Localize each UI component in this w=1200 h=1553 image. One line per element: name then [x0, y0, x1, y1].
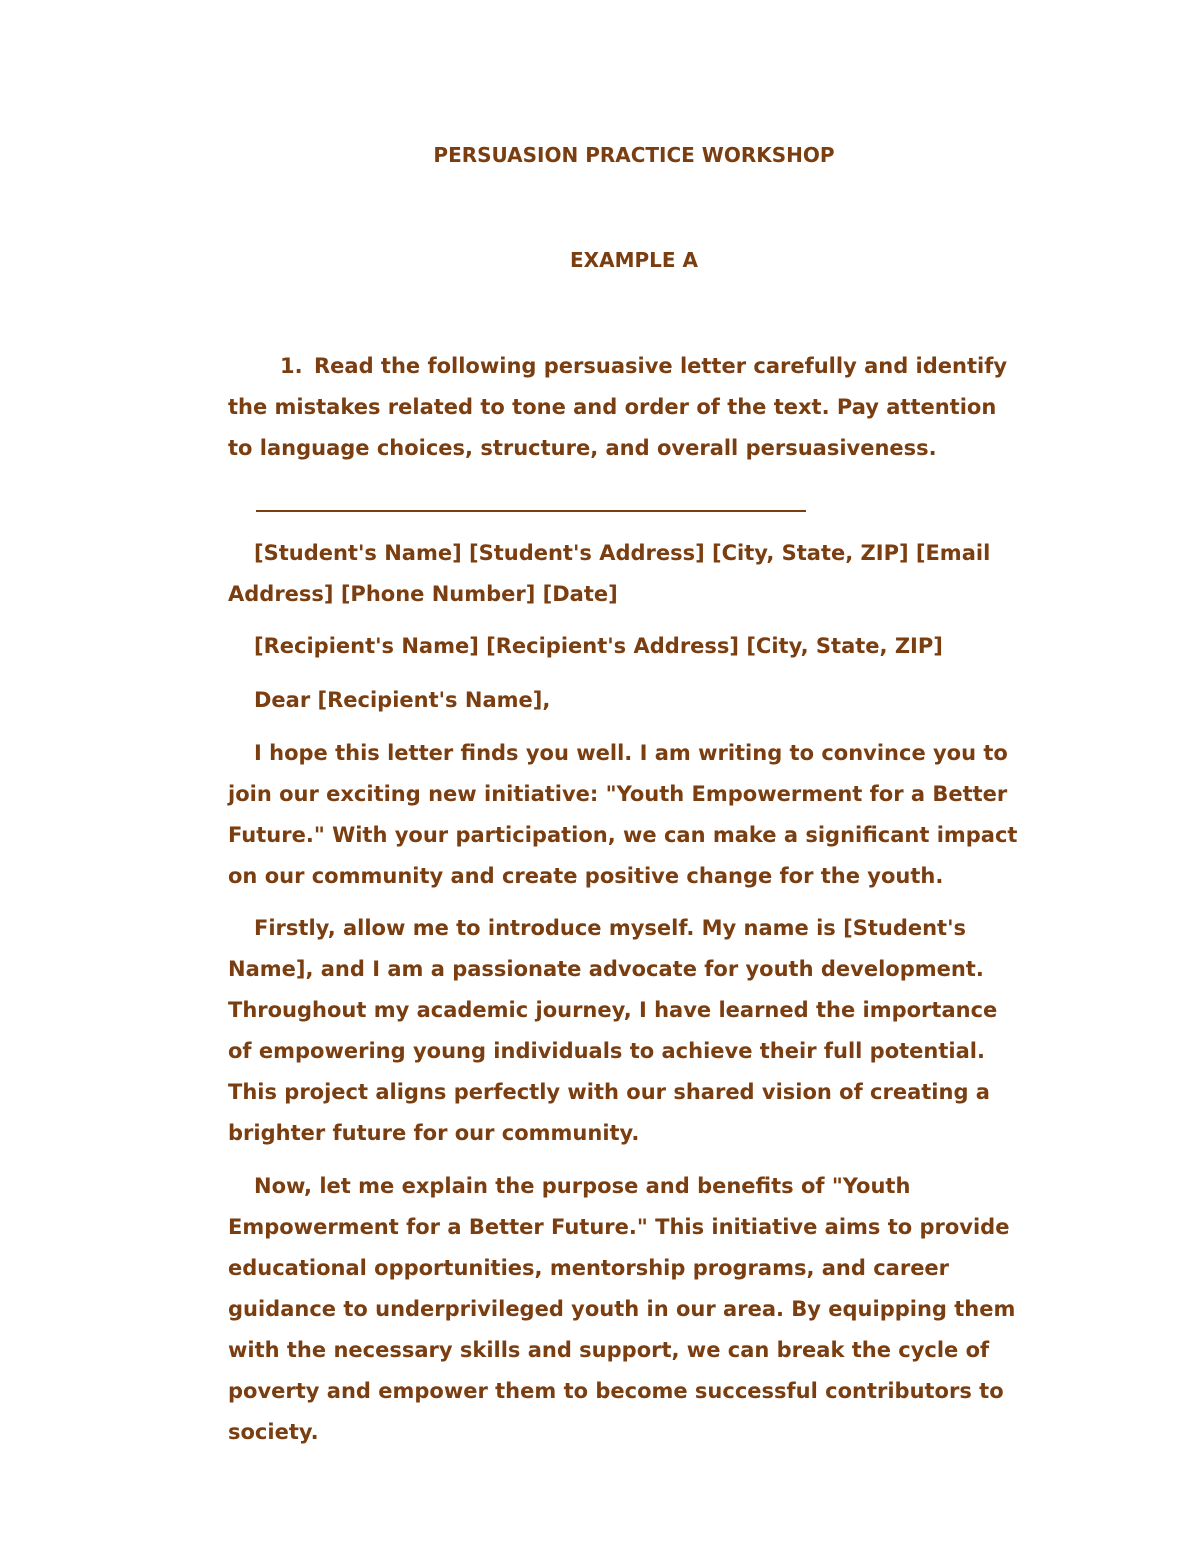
salutation: Dear [Recipient's Name], [254, 688, 551, 712]
divider-line [256, 510, 806, 512]
document-title: PERSUASION PRACTICE WORKSHOP [433, 143, 835, 167]
section-title: EXAMPLE A [570, 248, 698, 272]
letter-paragraph-1: I hope this letter finds you well. I am writing to convince you to join our exciting new initiative: "Youth Empowerment for a Better Future." With your participation, we can make a significant impact on our community and create positive change for the youth. [228, 741, 1018, 888]
sender-block: [Student's Name] [Student's Address] [City, State, ZIP] [Email Address] [Phone Number] [Date] [228, 541, 991, 606]
question-number: 1. [280, 354, 303, 378]
recipient-block: [Recipient's Name] [Recipient's Address] [City, State, ZIP] [254, 634, 943, 658]
question-text: Read the following persuasive letter carefully and identify the mistakes related to tone and order of the text. Pay attention to language choices, structure, and overall persuasiveness. [228, 354, 1008, 460]
letter-paragraph-3: Now, let me explain the purpose and benefits of "Youth Empowerment for a Better Future." This initiative aims to provide educational opportunities, mentorship programs, and career guidance to underprivileged youth in our area. By equipping them with the necessary skills and support, we can break the cycle of poverty and empower them to become successful contributors to society. [228, 1174, 1016, 1444]
question-1 [228, 346, 1018, 469]
letter-paragraph-2: Firstly, allow me to introduce myself. My name is [Student's Name], and I am a passionate advocate for youth development. Throughout my academic journey, I have learned the importance of empowering young individuals to achieve their full potential. This project aligns perfectly with our shared vision of creating a brighter future for our community. [228, 916, 998, 1145]
